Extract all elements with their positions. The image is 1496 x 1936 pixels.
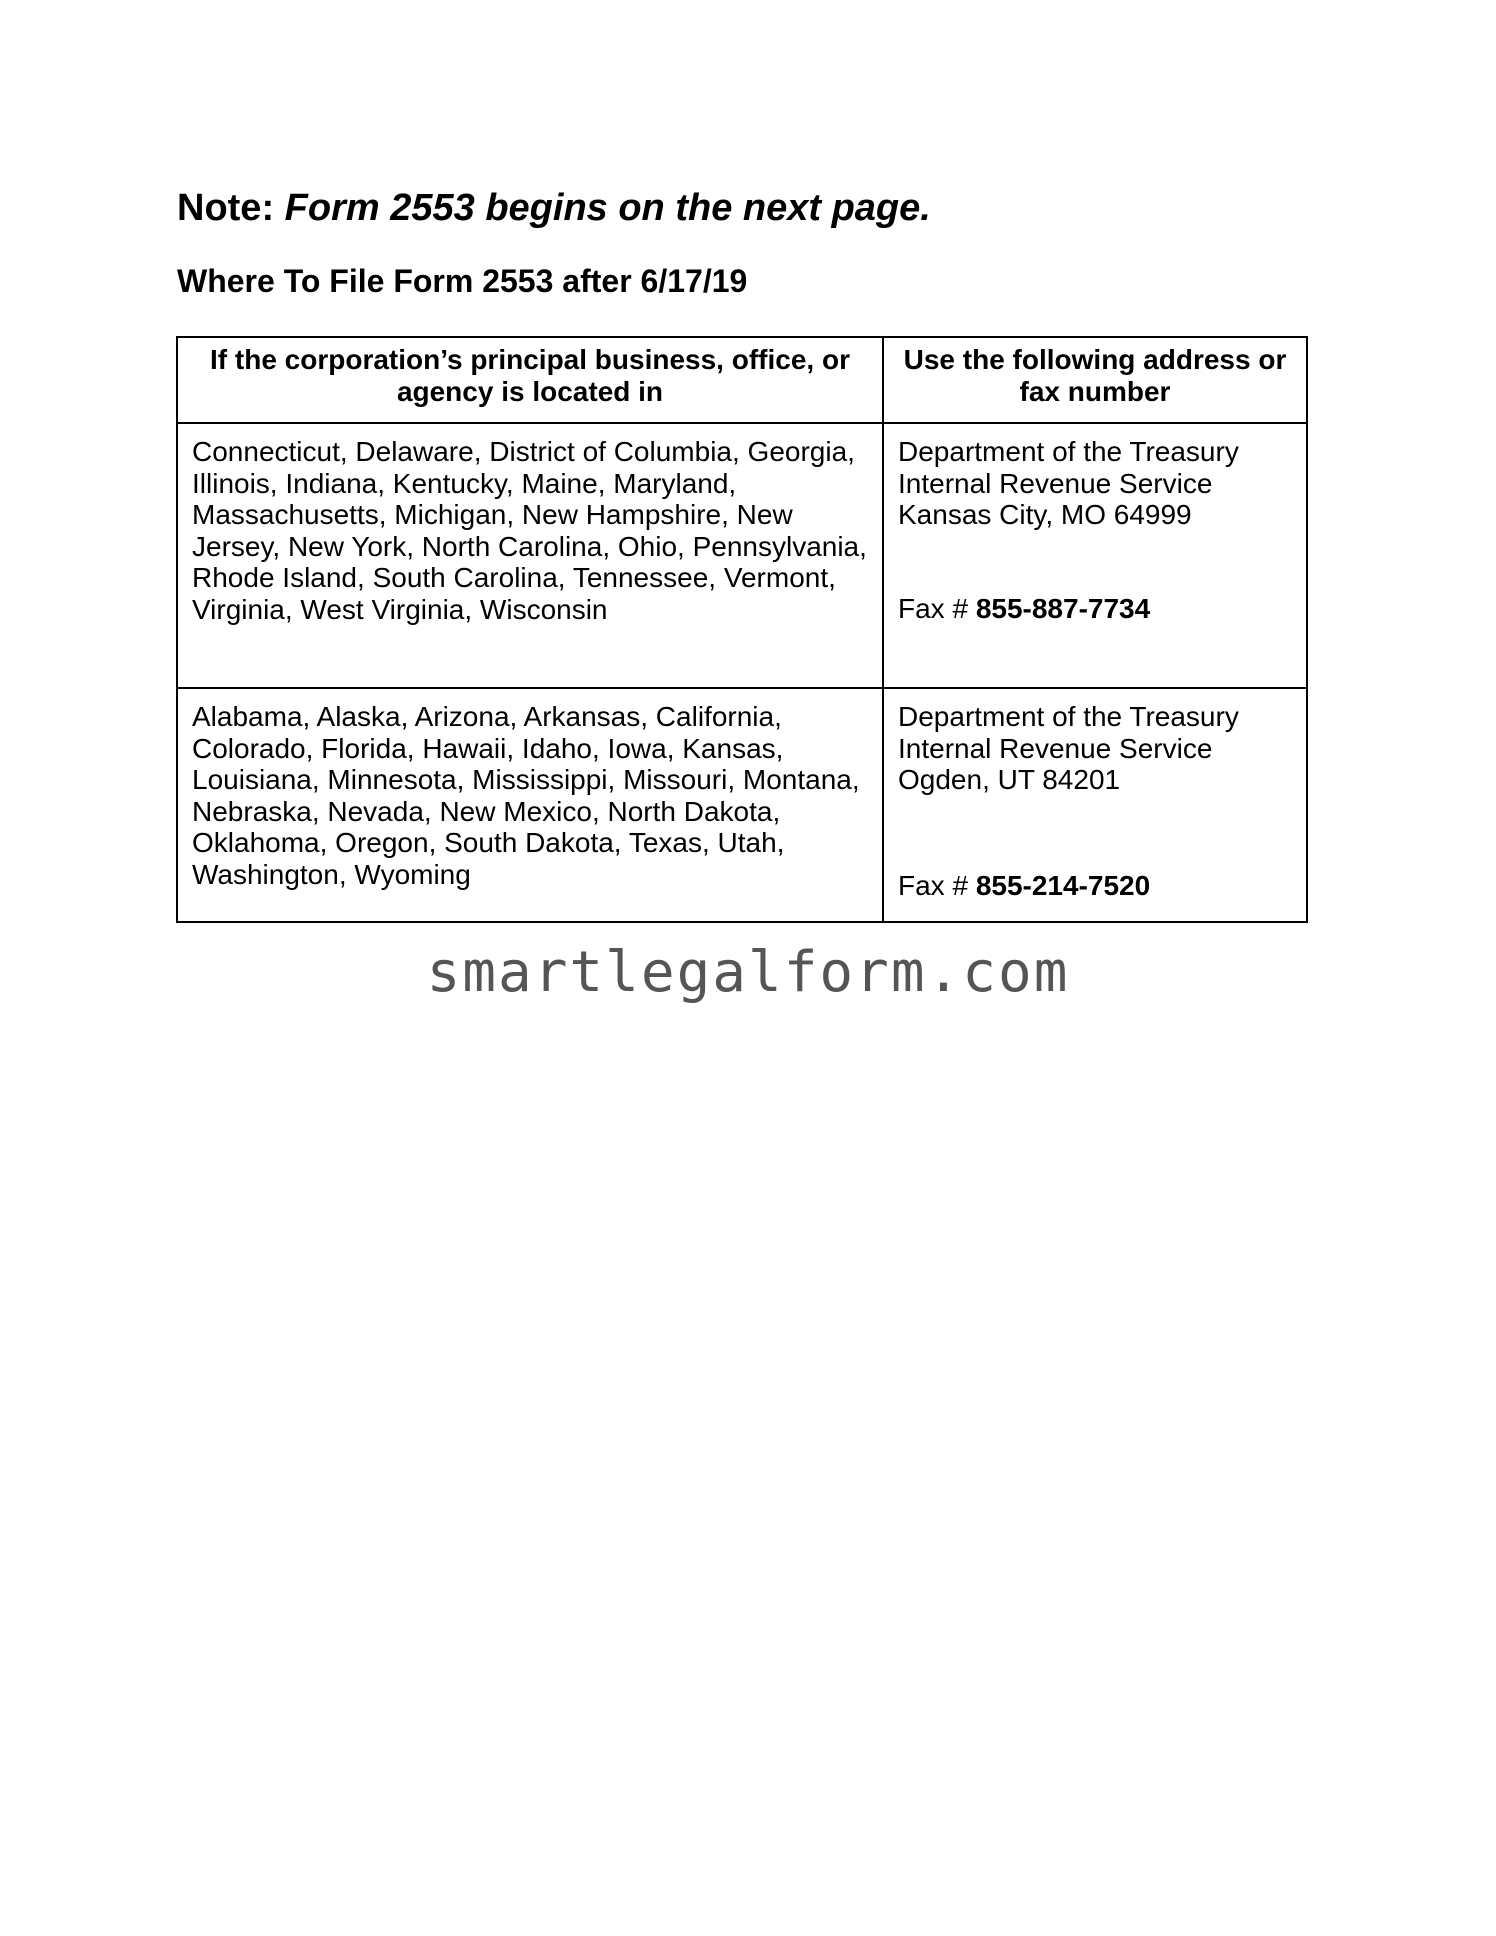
note-label: Note:	[177, 187, 275, 229]
page-subtitle: Where To File Form 2553 after 6/17/19	[177, 263, 748, 299]
address-line: Ogden, UT 84201	[898, 764, 1121, 796]
header-location: If the corporation’s principal business, office, or agency is located in	[177, 337, 883, 423]
states-cell: Alabama, Alaska, Arizona, Arkansas, California, Colorado, Florida, Hawaii, Idaho, Iowa, Kansas, Louisiana, Minnesota, Mississippi, Missouri, Montana, Nebraska, Nevada, New Mexico, North Dakota, Oklahoma, Oregon, South Dakota, Texas, Utah, Washington, Wyoming	[177, 688, 883, 922]
address-line: Kansas City, MO 64999	[898, 499, 1192, 531]
fax-number: 855-214-7520	[975, 870, 1151, 901]
note-text: Form 2553 begins on the next page.	[284, 187, 931, 229]
address-line: Internal Revenue Service	[898, 467, 1213, 499]
address-line: Department of the Treasury	[898, 436, 1239, 467]
fax-label: Fax #	[898, 870, 969, 901]
header-address: Use the following address or fax number	[883, 337, 1307, 423]
address-cell	[883, 423, 1307, 688]
table-row	[177, 423, 1307, 688]
fax-line	[898, 593, 1150, 625]
note-heading	[177, 187, 931, 230]
fax-number: 855-887-7734	[975, 593, 1151, 624]
table-row	[177, 688, 1307, 922]
address-cell	[883, 688, 1307, 922]
states-cell: Connecticut, Delaware, District of Columbia, Georgia, Illinois, Indiana, Kentucky, Maine, Maryland, Massachusetts, Michigan, New Hampshire, New Jersey, New York, North Carolina, Ohio, Pennsylvania, Rhode Island, South Carolina, Tennessee, Vermont, Virginia, West Virginia, Wisconsin	[177, 423, 883, 688]
fax-label: Fax #	[898, 593, 969, 624]
fax-line	[898, 870, 1150, 902]
filing-address-table	[176, 336, 1308, 923]
watermark: smartlegalform.com	[426, 940, 1070, 1005]
table-header-row	[177, 337, 1307, 423]
address-line: Department of the Treasury	[898, 701, 1239, 732]
address-line: Internal Revenue Service	[898, 732, 1213, 764]
